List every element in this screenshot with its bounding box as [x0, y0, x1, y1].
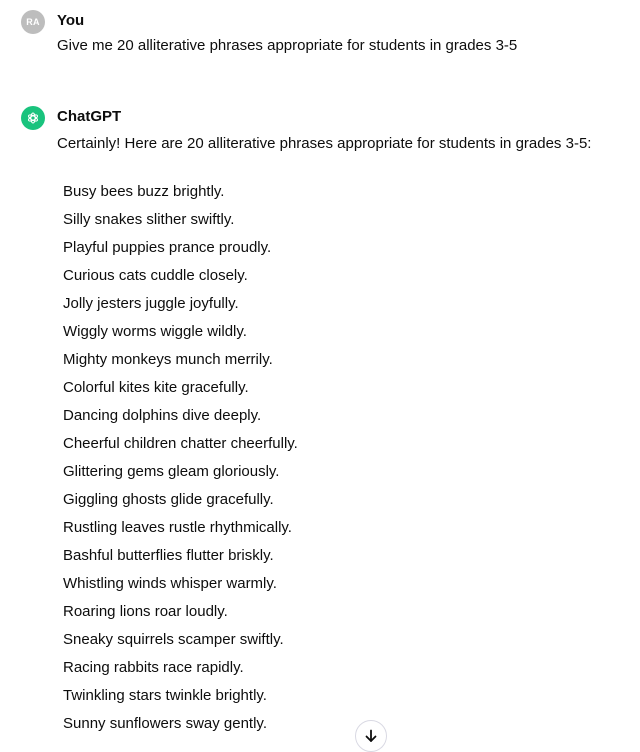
list-item-text: Jolly jesters juggle joyfully.: [63, 295, 239, 312]
list-item-text: Sunny sunflowers sway gently.: [63, 715, 267, 732]
list-item-text: Silly snakes slither swiftly.: [63, 211, 235, 228]
list-item-text: Playful puppies prance proudly.: [63, 239, 272, 256]
user-name: You: [57, 12, 85, 29]
list-item-text: Twinkling stars twinkle brightly.: [63, 687, 267, 704]
list-item-text: Sneaky squirrels scamper swiftly.: [63, 631, 284, 648]
scroll-to-bottom-button[interactable]: [355, 720, 387, 752]
assistant-intro: Certainly! Here are 20 alliterative phrases appropriate for students in grades 3-5:: [57, 135, 592, 152]
list-item-text: Glittering gems gleam gloriously.: [63, 463, 280, 480]
user-message: Give me 20 alliterative phrases appropriate for students in grades 3-5: [57, 37, 518, 54]
user-avatar: RA: [21, 10, 45, 34]
list-item-text: Bashful butterflies flutter briskly.: [63, 547, 274, 564]
list-item-text: Busy bees buzz brightly.: [63, 183, 225, 200]
openai-logo-icon: [21, 106, 45, 130]
list-item-text: Wiggly worms wiggle wildly.: [63, 323, 247, 340]
list-item-text: Mighty monkeys munch merrily.: [63, 351, 273, 368]
list-item-text: Whistling winds whisper warmly.: [63, 575, 277, 592]
list-item-text: Cheerful children chatter cheerfully.: [63, 435, 298, 452]
list-item-text: Colorful kites kite gracefully.: [63, 379, 249, 396]
list-item-text: Rustling leaves rustle rhythmically.: [63, 519, 292, 536]
arrow-down-icon: [364, 729, 378, 743]
list-item-text: Giggling ghosts glide gracefully.: [63, 491, 274, 508]
list-item-text: Racing rabbits race rapidly.: [63, 659, 244, 676]
list-item-text: Roaring lions roar loudly.: [63, 603, 228, 620]
list-item-text: Dancing dolphins dive deeply.: [63, 407, 262, 424]
list-item-text: Curious cats cuddle closely.: [63, 267, 248, 284]
assistant-name: ChatGPT: [57, 108, 122, 125]
